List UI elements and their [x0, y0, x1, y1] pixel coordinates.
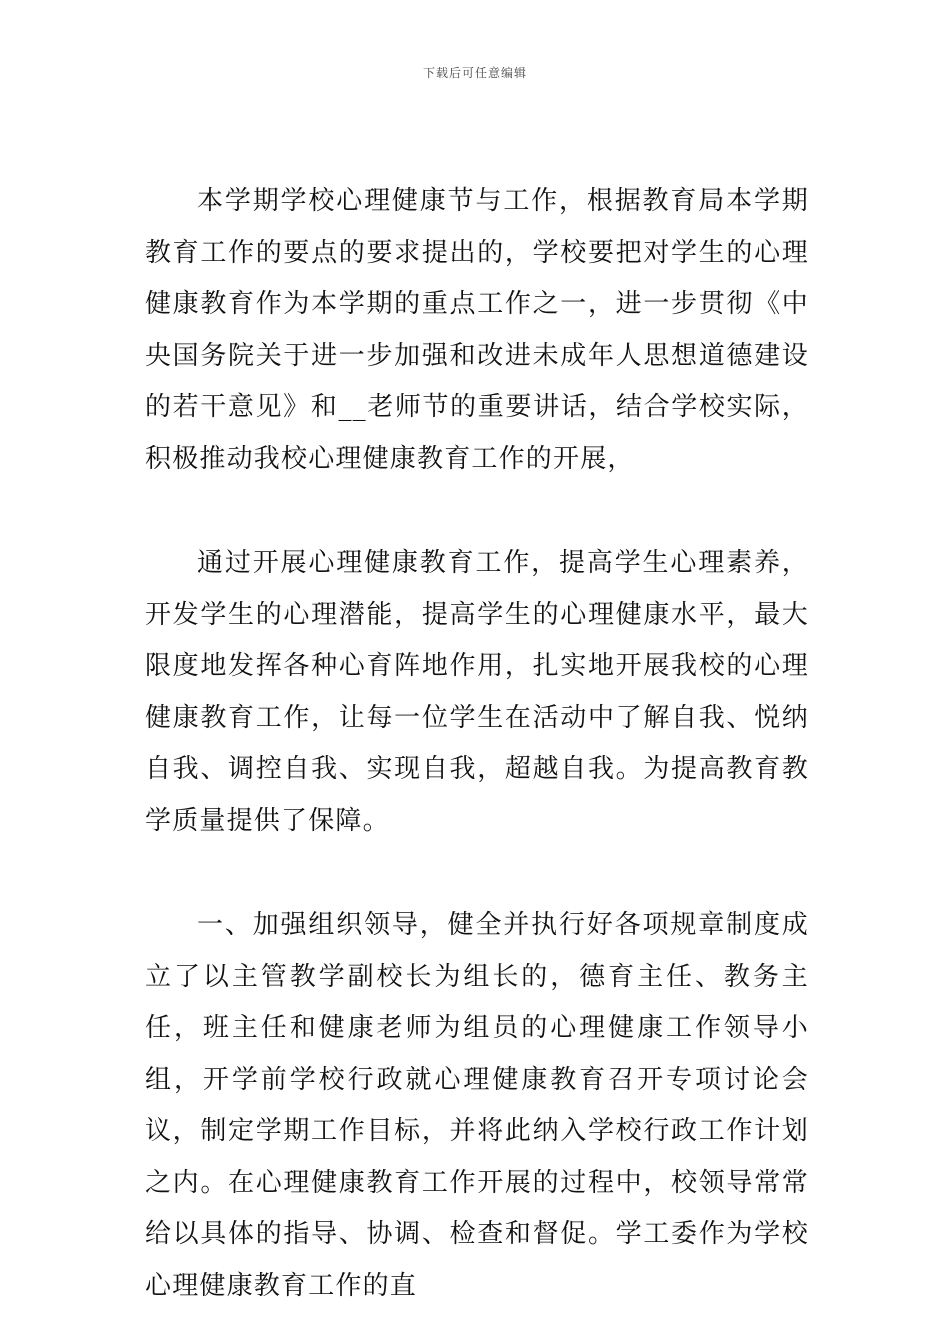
document-body: [145, 176, 809, 1312]
header-note: 下载后可任意编辑: [422, 66, 527, 80]
paragraph-2: 通过开展心理健康教育工作，提高学生心理素养，开发学生的心理潜能，提高学生的心理健康水平，最大限度地发挥各种心育阵地作用，扎实地开展我校的心理健康教育工作，让每一位学生在活动中了解自我、悦纳自我、调控自我、实现自我，超越自我。为提高教育教学质量提供了保障。: [145, 548, 809, 836]
paragraph-3: 一、加强组织领导，健全并执行好各项规章制度成立了以主管教学副校长为组长的，德育主任、教务主任，班主任和健康老师为组员的心理健康工作领导小组，开学前学校行政就心理健康教育召开专项讨论会议，制定学期工作目标，并将此纳入学校行政工作计划之内。在心理健康教育工作开展的过程中，校领导常常给以具体的指导、协调、检查和督促。学工委作为学校心理健康教育工作的直: [145, 910, 809, 1301]
paragraph-1: 本学期学校心理健康节与工作，根据教育局本学期教育工作的要点的要求提出的，学校要把对学生的心理健康教育作为本学期的重点工作之一，进一步贯彻《中央国务院关于进一步加强和改进未成年人思想道德建设的若干意见》和__老师节的重要讲话，结合学校实际，积极推动我校心理健康教育工作的开展，: [145, 186, 809, 474]
